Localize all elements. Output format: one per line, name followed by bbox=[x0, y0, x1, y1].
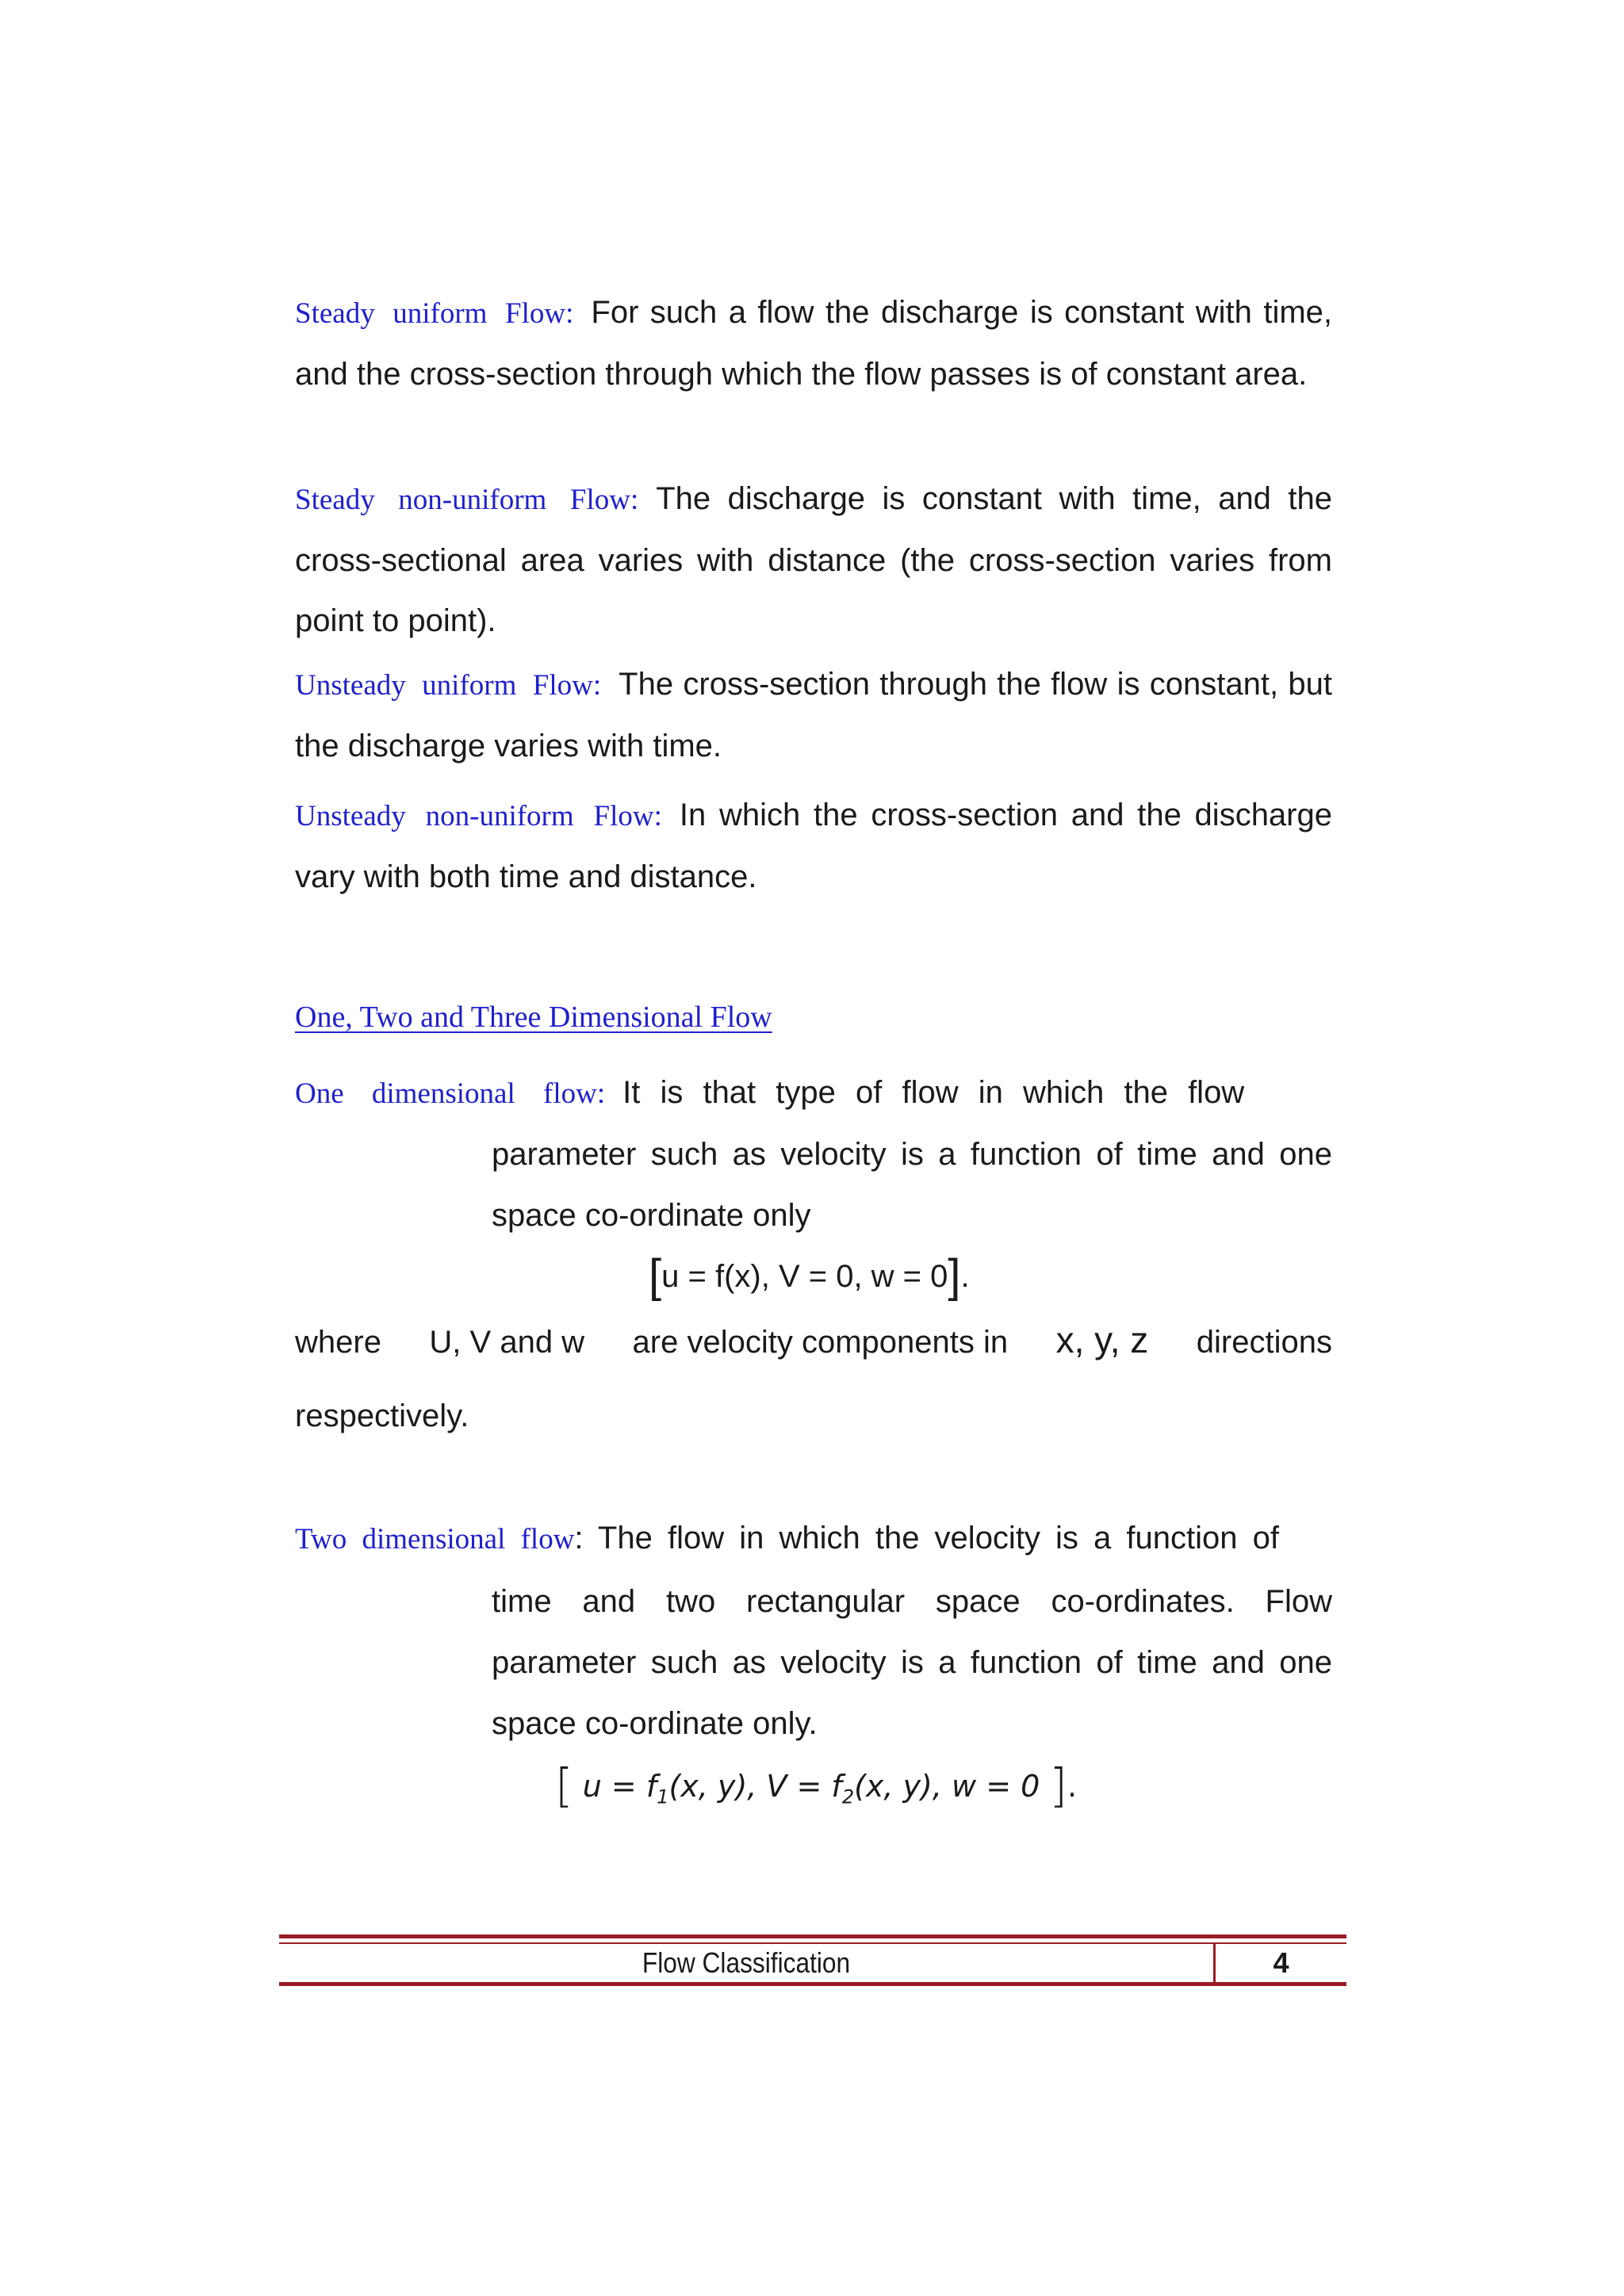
paragraph-one-dim-rest: parameter such as velocity is a function of time and one space co-ordinate only bbox=[492, 1137, 1332, 1233]
where-line bbox=[295, 1316, 1332, 1366]
velocity-vars: U, V and w bbox=[429, 1325, 585, 1360]
eq-u: u = f bbox=[582, 1769, 657, 1804]
text-two-dim-first-line: : The flow in which the velocity is a function of bbox=[574, 1521, 1279, 1556]
equation-two-dim: [ $u = f_1(x$, y), $V = f_2(x$, y), w = 0 ]. bbox=[555, 1758, 1078, 1812]
bracket-open: [ bbox=[649, 1250, 662, 1302]
footer-title: Flow Classification bbox=[642, 1946, 851, 1979]
equation-one-dim-body: u = f(x), V = 0, w = 0 bbox=[661, 1259, 948, 1294]
bracket-close: ] bbox=[1049, 1758, 1068, 1812]
term-one-dim: One dimensional flow: bbox=[295, 1077, 606, 1110]
text-unsteady-nonuniform: In which the cross-section and the discharge vary with both time and distance. bbox=[295, 798, 1332, 894]
eq-sub-1: 1 bbox=[657, 1785, 669, 1808]
term-steady-nonuniform: Steady non-uniform Flow: bbox=[295, 484, 639, 516]
respectively-text: respectively. bbox=[295, 1399, 469, 1433]
equation-one-dim: [u = f(x), V = 0, w = 0]. bbox=[649, 1250, 970, 1302]
bracket-open: [ bbox=[555, 1758, 573, 1812]
text-steady-nonuniform: The discharge is constant with time, and the cross-sectional area varies with distance (the cross-section varies from point to point). bbox=[295, 481, 1332, 638]
paragraph-unsteady-nonuniform bbox=[295, 785, 1332, 907]
paragraph-one-dim-first-line bbox=[295, 1062, 1332, 1124]
text-steady-uniform: For such a flow the discharge is constant with time, and the cross-section through which the flow passes is of constant area. bbox=[295, 295, 1333, 392]
xyz-vars: x, y, z bbox=[1055, 1319, 1149, 1360]
page-number: 4 bbox=[1273, 1946, 1289, 1979]
paragraph-two-dim-first-line bbox=[295, 1508, 1332, 1570]
paragraph-steady-uniform bbox=[295, 282, 1332, 404]
footer-rule-bottom bbox=[279, 1982, 1346, 1986]
eq-end: (x, y), w = 0 bbox=[854, 1769, 1040, 1804]
where-text: are velocity components in bbox=[632, 1325, 1009, 1360]
term-steady-uniform: Steady uniform Flow: bbox=[295, 297, 574, 330]
eq-mid: (x, y), V = f bbox=[668, 1769, 842, 1804]
term-unsteady-nonuniform: Unsteady non-uniform Flow: bbox=[295, 800, 662, 832]
bracket-close: ] bbox=[948, 1250, 961, 1302]
where-word: where bbox=[295, 1325, 381, 1360]
footer-rule-top bbox=[279, 1934, 1346, 1938]
eq-sub-2: 2 bbox=[841, 1785, 855, 1808]
paragraph-unsteady-uniform bbox=[295, 654, 1332, 776]
paragraph-two-dim-rest: time and two rectangular space co-ordinates. Flow parameter such as velocity is a function of time and one space co-ordinate only. bbox=[492, 1584, 1332, 1741]
text-one-dim-first-line: It is that type of flow in which the flow bbox=[622, 1075, 1245, 1110]
term-two-dim: Two dimensional flow bbox=[295, 1523, 575, 1556]
section-heading: One, Two and Three Dimensional Flow bbox=[295, 1001, 772, 1034]
term-unsteady-uniform: Unsteady uniform Flow: bbox=[295, 669, 602, 702]
directions-word: directions bbox=[1196, 1325, 1332, 1360]
text-unsteady-uniform: The cross-section through the flow is constant, but the discharge varies with time. bbox=[295, 667, 1332, 763]
paragraph-steady-nonuniform bbox=[295, 469, 1332, 651]
